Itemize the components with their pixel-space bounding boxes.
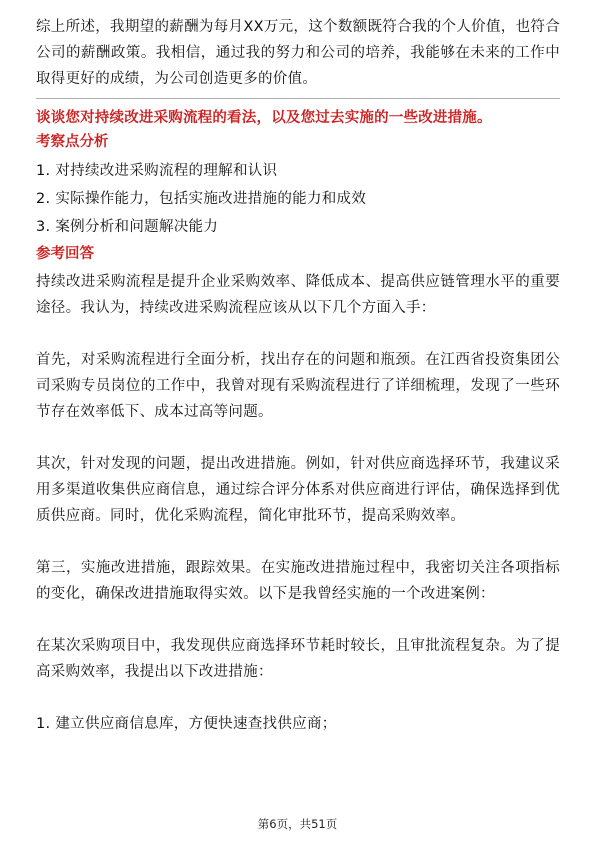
answer-paragraph: 持续改进采购流程是提升企业采购效率、降低成本、提高供应链管理水平的重要途径。我认为，持续改进采购流程应该从以下几个方面入手： — [36, 274, 560, 316]
question-title: 谈谈您对持续改进采购流程的看法，以及您过去实施的一些改进措施。 — [36, 110, 492, 126]
answer-list-item: 1. 建立供应商信息库，方便快速查找供应商； — [36, 716, 337, 732]
answer-paragraph: 第三，实施改进措施，跟踪效果。在实施改进措施过程中，我密切关注各项指标的变化，确保改进措施取得实效。以下是我曾经实施的一个改进案例： — [36, 560, 560, 602]
answer-paragraph: 其次，针对发现的问题，提出改进措施。例如，针对供应商选择环节，我建议采用多渠道收集供应商信息，通过综合评分体系对供应商进行评估，确保选择到优质供应商。同时，优化采购流程，简化审批环节，提高采购效率。 — [36, 456, 560, 524]
answer-paragraph: 在某次采购项目中，我发现供应商选择环节耗时较长，且审批流程复杂。为了提高采购效率，我提出以下改进措施： — [36, 638, 560, 680]
analysis-heading: 考察点分析 — [36, 134, 109, 150]
page-number-footer: 第6页，共51页 — [257, 817, 338, 831]
analysis-item: 1. 对持续改进采购流程的理解和认识 — [36, 163, 278, 179]
page-content — [36, 14, 560, 737]
answer-paragraph: 首先，对采购流程进行全面分析，找出存在的问题和瓶颈。在江西省投资集团公司采购专员岗位的工作中，我曾对现有采购流程进行了详细梳理，发现了一些环节存在效率低下、成本过高等问题。 — [36, 352, 560, 420]
answer-heading: 参考回答 — [36, 246, 94, 262]
section-divider — [36, 98, 560, 99]
analysis-item: 2. 实际操作能力，包括实施改进措施的能力和成效 — [36, 191, 367, 207]
analysis-item: 3. 案例分析和问题解决能力 — [36, 219, 219, 235]
intro-paragraph: 综上所述，我期望的薪酬为每月XX万元，这个数额既符合我的个人价值，也符合公司的薪酬政策。我相信，通过我的努力和公司的培养，我能够在未来的工作中取得更好的成绩，为公司创造更多的价值。 — [36, 19, 560, 87]
